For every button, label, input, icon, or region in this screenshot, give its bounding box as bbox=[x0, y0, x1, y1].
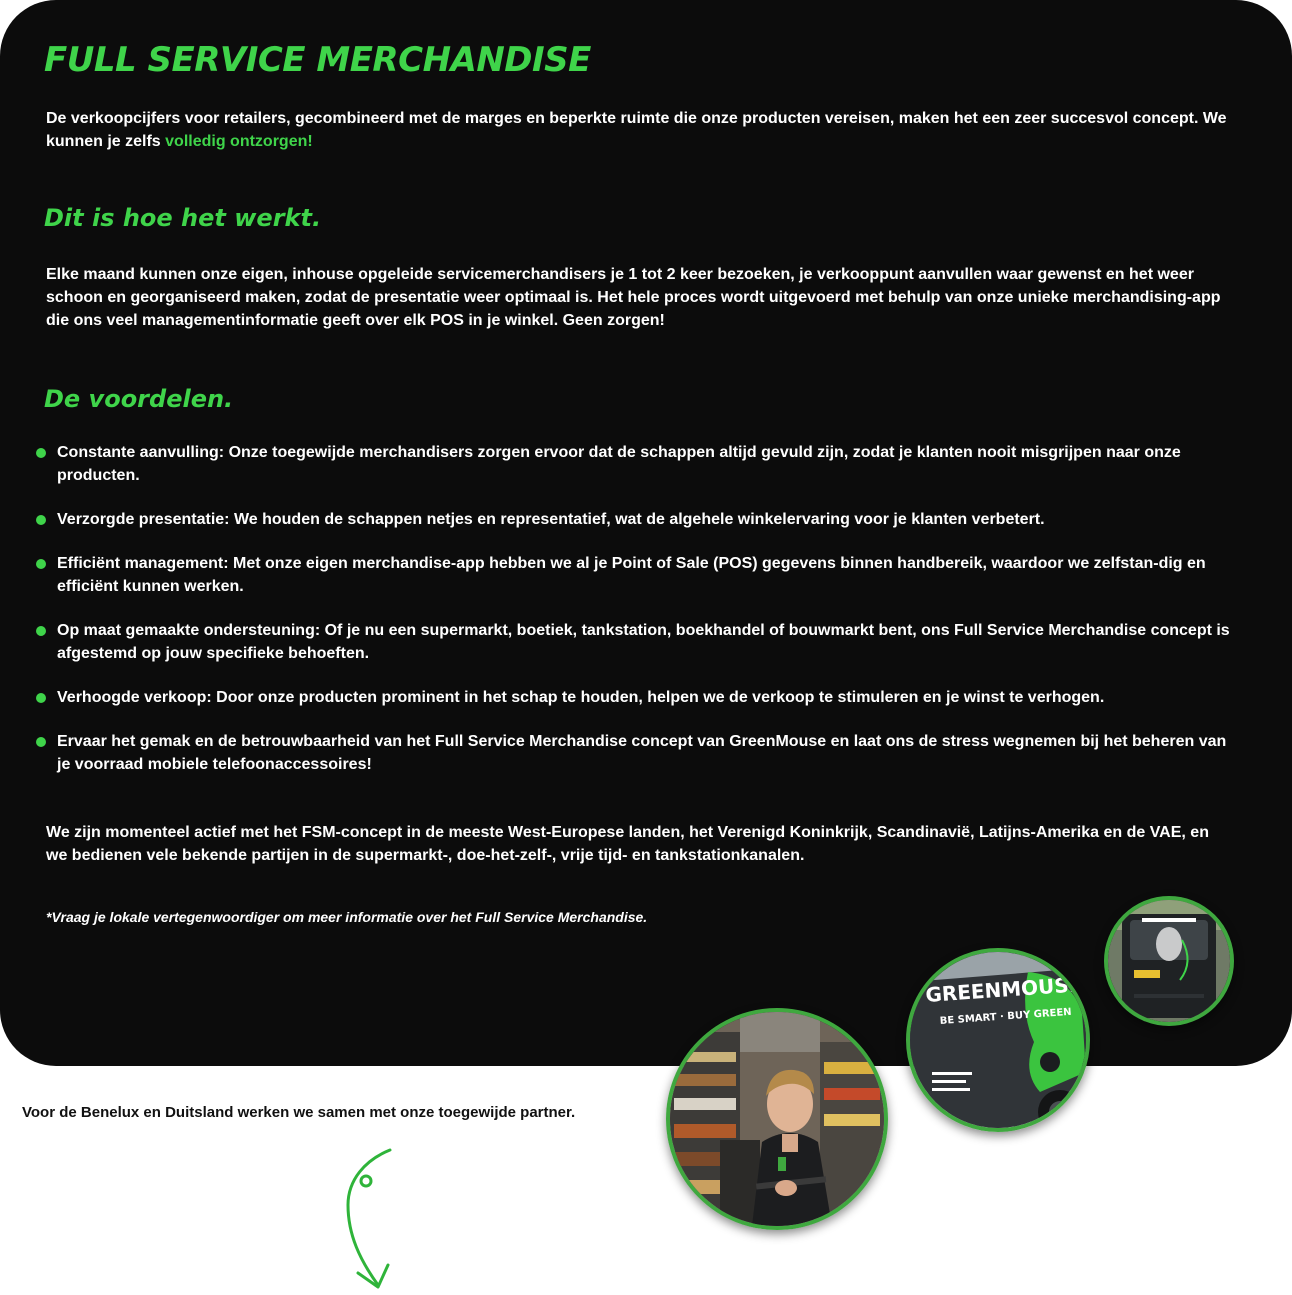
intro-highlight: volledig ontzorgen! bbox=[165, 133, 313, 150]
bullet-dot bbox=[36, 626, 46, 636]
van-brand-text: GREENMOUSE bbox=[924, 972, 1084, 1007]
partner-text: Voor de Benelux en Duitsland werken we samen met onze toegewijde partner. bbox=[22, 1104, 576, 1121]
bullet-dot bbox=[36, 737, 46, 747]
van-tagline-text: BE SMART · BUY GREEN bbox=[939, 1006, 1072, 1027]
benefits-heading: De voordelen. bbox=[44, 385, 234, 413]
page-title: FULL SERVICE MERCHANDISE bbox=[44, 40, 591, 80]
benefits-list bbox=[34, 441, 1234, 797]
list-item: Ervaar het gemak en de betrouwbaarheid van het Full Service Merchandise concept van GreenMouse en laat ons de stress wegnemen bij het beheren van je voorraad mobiele telefoonaccessoires! bbox=[34, 730, 1234, 776]
footnote: *Vraag je lokale vertegenwoordiger om meer informatie over het Full Service Merchandise. bbox=[46, 909, 648, 925]
bullet-dot bbox=[36, 693, 46, 703]
list-item: Constante aanvulling: Onze toegewijde merchandisers zorgen ervoor dat de schappen altijd gevuld zijn, zodat je klanten nooit misgrijpen naar onze producten. bbox=[34, 441, 1234, 487]
intro-text: De verkoopcijfers voor retailers, gecombineerd met de marges en beperkte ruimte die onze producten vereisen, maken het een zeer succesvol concept. We kunnen je zelfs bbox=[46, 110, 1227, 150]
list-item: Efficiënt management: Met onze eigen merchandise-app hebben we al je Point of Sale (POS) gegevens binnen handbereik, waardoor we zelfstan-dig en efficiënt kunnen werken. bbox=[34, 552, 1234, 598]
list-item: Verzorgde presentatie: We houden de schappen netjes en representatief, wat de algehele winkelervaring voor je klanten verbetert. bbox=[34, 508, 1234, 531]
van-rear-image bbox=[1108, 900, 1230, 1022]
bullet-dot bbox=[36, 559, 46, 569]
how-heading: Dit is hoe het werkt. bbox=[44, 204, 322, 232]
bullet-dot bbox=[36, 448, 46, 458]
van-side-image bbox=[910, 952, 1086, 1128]
coverage-paragraph: We zijn momenteel actief met het FSM-concept in de meeste West-Europese landen, het Verenigd Koninkrijk, Scandinavië, Latijns-Amerika en de VAE, en we bedienen vele bekende partijen in de supermarkt-, doe-het-zelf-, vrije tijd- en tankstationkanalen. bbox=[46, 824, 1209, 864]
van-side-photo bbox=[906, 948, 1090, 1132]
bullet-dot bbox=[36, 515, 46, 525]
down-arrow-icon bbox=[330, 1145, 400, 1295]
how-paragraph: Elke maand kunnen onze eigen, inhouse opgeleide servicemerchandisers je 1 tot 2 keer bezoeken, je verkooppunt aanvullen waar gewenst en het weer schoon en georganiseerd maken, zodat de presentatie weer optimaal is. Het hele proces wordt uitgevoerd met behulp van onze unieke merchandising-app die ons veel managementinformatie geeft over elk POS in je winkel. Geen zorgen! bbox=[46, 266, 1221, 329]
list-item: Verhoogde verkoop: Door onze producten prominent in het schap te houden, helpen we de verkoop te stimuleren en je winst te verhogen. bbox=[34, 686, 1234, 709]
list-item: Op maat gemaakte ondersteuning: Of je nu een supermarkt, boetiek, tankstation, boekhandel of bouwmarkt bent, ons Full Service Merchandise concept is afgestemd op jouw specifieke behoeften. bbox=[34, 619, 1234, 665]
van-rear-photo bbox=[1104, 896, 1234, 1026]
merchandiser-image bbox=[670, 1012, 884, 1226]
merchandiser-photo bbox=[666, 1008, 888, 1230]
intro-paragraph bbox=[46, 107, 1231, 153]
